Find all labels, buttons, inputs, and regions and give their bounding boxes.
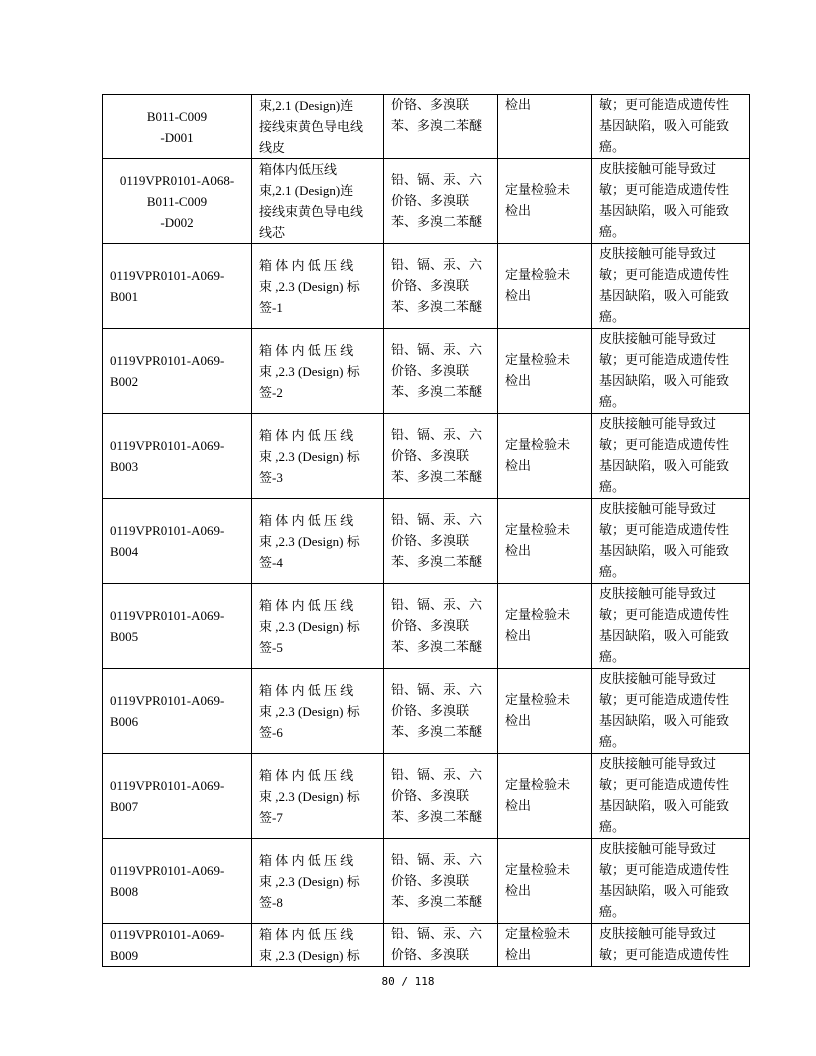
cell-part-name: 箱 体 内 低 压 线 束 ,2.3 (Design) 标 签-1 — [252, 244, 384, 329]
cell-part-name: 箱 体 内 低 压 线 束 ,2.3 (Design) 标 — [252, 924, 384, 967]
cell-substances: 铅、镉、汞、六 价铬、多溴联 苯、多溴二苯醚 — [384, 414, 498, 499]
cell-health-effect: 皮肤接触可能导致过 敏；更可能造成遗传性 基因缺陷，吸入可能致 癌。 — [592, 754, 750, 839]
page-number: 80 / 118 — [381, 975, 435, 988]
table-row — [103, 669, 750, 754]
cell-part-id: 0119VPR0101-A068- B011-C009 -D002 — [103, 159, 252, 244]
cell-health-effect: 皮肤接触可能导致过 敏；更可能造成遗传性 基因缺陷，吸入可能致 癌。 — [592, 244, 750, 329]
cell-test-result: 定量检验未 检出 — [498, 244, 592, 329]
cell-part-name: 箱体内低压线 束,2.1 (Design)连 接线束黄色导电线 线芯 — [252, 159, 384, 244]
cell-test-result: 定量检验未 检出 — [498, 414, 592, 499]
table-row — [103, 584, 750, 669]
cell-part-name: 箱 体 内 低 压 线 束 ,2.3 (Design) 标 签-8 — [252, 839, 384, 924]
cell-health-effect: 皮肤接触可能导致过 敏；更可能造成遗传性 基因缺陷，吸入可能致 癌。 — [592, 669, 750, 754]
cell-substances: 铅、镉、汞、六 价铬、多溴联 苯、多溴二苯醚 — [384, 669, 498, 754]
cell-substances: 铅、镉、汞、六 价铬、多溴联 苯、多溴二苯醚 — [384, 499, 498, 584]
table-row — [103, 499, 750, 584]
cell-part-id: 0119VPR0101-A069- B001 — [103, 244, 252, 329]
cell-health-effect: 敏；更可能造成遗传性 基因缺陷，吸入可能致 癌。 — [592, 95, 750, 159]
cell-part-id: B011-C009 -D001 — [103, 95, 252, 159]
cell-part-id: 0119VPR0101-A069- B003 — [103, 414, 252, 499]
cell-part-id: 0119VPR0101-A069- B004 — [103, 499, 252, 584]
cell-health-effect: 皮肤接触可能导致过 敏；更可能造成遗传性 基因缺陷，吸入可能致 癌。 — [592, 839, 750, 924]
cell-health-effect: 皮肤接触可能导致过 敏；更可能造成遗传性 基因缺陷，吸入可能致 癌。 — [592, 329, 750, 414]
cell-part-id: 0119VPR0101-A069- B005 — [103, 584, 252, 669]
table-row — [103, 754, 750, 839]
cell-part-name: 箱 体 内 低 压 线 束 ,2.3 (Design) 标 签-4 — [252, 499, 384, 584]
cell-test-result: 定量检验未 检出 — [498, 159, 592, 244]
cell-part-id: 0119VPR0101-A069- B002 — [103, 329, 252, 414]
cell-test-result: 检出 — [498, 95, 592, 159]
cell-substances: 铅、镉、汞、六 价铬、多溴联 苯、多溴二苯醚 — [384, 244, 498, 329]
cell-health-effect: 皮肤接触可能导致过 敏；更可能造成遗传性 基因缺陷，吸入可能致 癌。 — [592, 414, 750, 499]
table-row — [103, 95, 750, 159]
cell-test-result: 定量检验未 检出 — [498, 669, 592, 754]
cell-part-name: 箱 体 内 低 压 线 束 ,2.3 (Design) 标 签-7 — [252, 754, 384, 839]
cell-part-name: 束,2.1 (Design)连 接线束黄色导电线 线皮 — [252, 95, 384, 159]
cell-test-result: 定量检验未 检出 — [498, 329, 592, 414]
cell-test-result: 定量检验未 检出 — [498, 584, 592, 669]
table-row — [103, 414, 750, 499]
cell-substances: 铅、镉、汞、六 价铬、多溴联 苯、多溴二苯醚 — [384, 839, 498, 924]
cell-health-effect: 皮肤接触可能导致过 敏；更可能造成遗传性 基因缺陷，吸入可能致 癌。 — [592, 499, 750, 584]
cell-health-effect: 皮肤接触可能导致过 敏；更可能造成遗传性 基因缺陷，吸入可能致 癌。 — [592, 159, 750, 244]
cell-part-id: 0119VPR0101-A069- B006 — [103, 669, 252, 754]
cell-part-id: 0119VPR0101-A069- B008 — [103, 839, 252, 924]
cell-part-id: 0119VPR0101-A069- B007 — [103, 754, 252, 839]
cell-substances: 铅、镉、汞、六 价铬、多溴联 — [384, 924, 498, 967]
cell-part-name: 箱 体 内 低 压 线 束 ,2.3 (Design) 标 签-2 — [252, 329, 384, 414]
cell-health-effect: 皮肤接触可能导致过 敏；更可能造成遗传性 基因缺陷，吸入可能致 癌。 — [592, 584, 750, 669]
table-row — [103, 924, 750, 967]
table-row — [103, 329, 750, 414]
cell-substances: 铅、镉、汞、六 价铬、多溴联 苯、多溴二苯醚 — [384, 329, 498, 414]
cell-health-effect: 皮肤接触可能导致过 敏；更可能造成遗传性 — [592, 924, 750, 967]
cell-substances: 铅、镉、汞、六 价铬、多溴联 苯、多溴二苯醚 — [384, 754, 498, 839]
cell-substances: 价铬、多溴联 苯、多溴二苯醚 — [384, 95, 498, 159]
table-row — [103, 839, 750, 924]
cell-test-result: 定量检验未 检出 — [498, 924, 592, 967]
table-row — [103, 244, 750, 329]
cell-substances: 铅、镉、汞、六 价铬、多溴联 苯、多溴二苯醚 — [384, 159, 498, 244]
substance-table — [102, 94, 750, 967]
cell-test-result: 定量检验未 检出 — [498, 754, 592, 839]
cell-test-result: 定量检验未 检出 — [498, 499, 592, 584]
table-row — [103, 159, 750, 244]
cell-part-name: 箱 体 内 低 压 线 束 ,2.3 (Design) 标 签-3 — [252, 414, 384, 499]
cell-part-id: 0119VPR0101-A069- B009 — [103, 924, 252, 967]
cell-substances: 铅、镉、汞、六 价铬、多溴联 苯、多溴二苯醚 — [384, 584, 498, 669]
cell-test-result: 定量检验未 检出 — [498, 839, 592, 924]
cell-part-name: 箱 体 内 低 压 线 束 ,2.3 (Design) 标 签-6 — [252, 669, 384, 754]
cell-part-name: 箱 体 内 低 压 线 束 ,2.3 (Design) 标 签-5 — [252, 584, 384, 669]
